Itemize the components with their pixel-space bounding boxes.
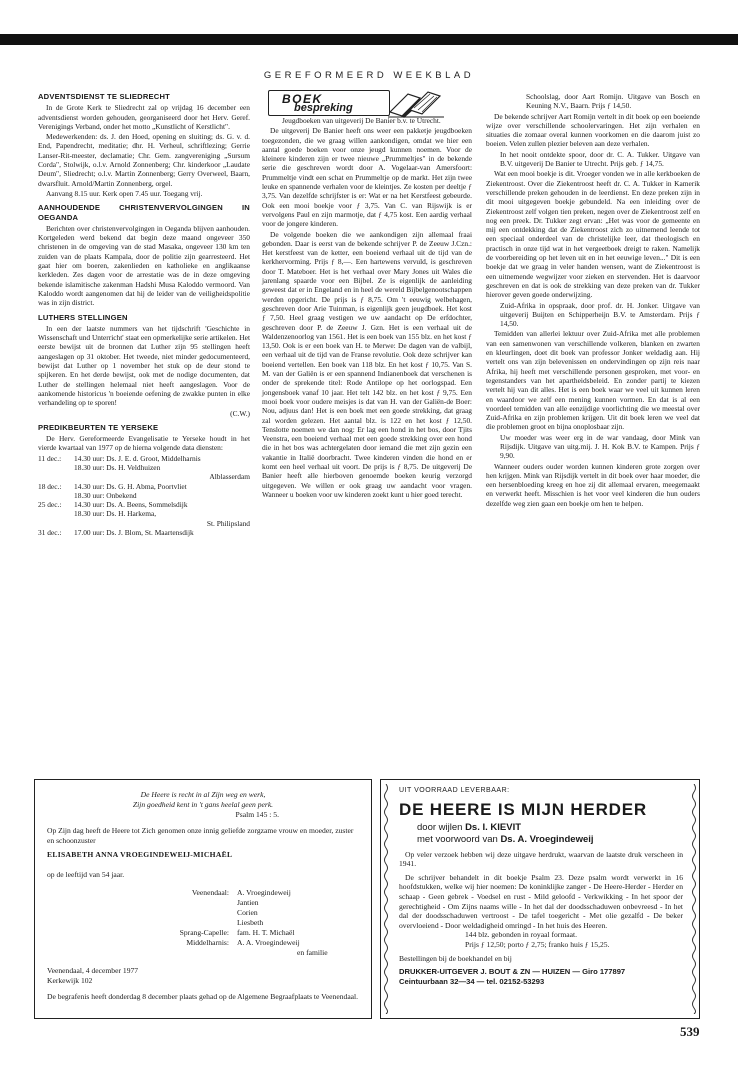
family-place: Sprang-Capelle: (179, 928, 229, 937)
signature: (C.W.) (230, 408, 250, 418)
schedule-service: 14.30 uur: Ds. J. E. d. Groot, Middelharnis (74, 453, 201, 463)
family-row (47, 938, 359, 958)
deceased-name: ELISABETH ANNA VROEGINDEWEIJ-MICHAËL (47, 850, 233, 859)
book-entry: Schoolslag, door Aart Romijn. Uitgave van Bosch en Keuning N.V., Baarn. Prijs ƒ 14,50. (526, 92, 700, 111)
intro: Jeugdboeken van uitgeverij De Banier b.v. te Utrecht. (282, 116, 441, 125)
order-info: Bestellingen bij de boekhandel en bij (399, 953, 512, 963)
paragraph: De bekende schrijver Aart Romijn vertelt in dit boek op een boeiende wijze over verschillende schoolervaringen. Het zijn verhalen en situaties die zomaar overal kunnen voorkomen en die daarom juist zo boeien. Velen zullen plezier beleven aan deze verhalen. (486, 111, 700, 149)
family-names (237, 888, 291, 928)
schedule-row (38, 500, 250, 509)
paragraph: Temidden van allerlei lektuur over Zuid-Afrika met alle problemen van een samenwonen van verschillende volkeren, blanken en zwarten en kleurlingen, doet dit boek van professor Jonker weldadig aan. Hij vertelt ons van zijn belevenissen en ondervindingen op zijn reis naar Afrika, hij heeft met verschillende personen gesproken, met voor- en tegenstanders van het apartheidsbeleid. En zonder partij te kiezen vertelt hij van dit alles. Het is een boek waar we veel uit kunnen leren en waardoor we zelf een mening kunnen vormen. En dat is al een voordeel temidden van alle eenzijdige voorlichting die we meestal over Zuid-Afrika en zijn problemen krijgen. Uit dit boek leren we veel dat die problemen groot en bijna onoplosbaar zijn. (486, 329, 700, 432)
author-name: Ds. I. KIEVIT (465, 821, 522, 833)
paragraph: De schrijver behandelt in dit boekje Psalm 23. Deze psalm wordt verwerkt in 16 hoofdstukken, welke wij hier noemen: De koninklijke zanger - De Heere-Herder - Herder en schaap - Geen gebrek - Voedsel en rust - Mild geloofd - Verkwikking - In het spoor der gerechtigheid - Om Zijns naams wille - In het dal der doodsschaduwen onbevreesd - In het dal der doodsschaduwen vertroost - De tafel toegericht - Met olie gezalfd - De beker overvloeiend - Door weldadigheid omringd - In het huis des Heeren. (399, 872, 683, 930)
schedule-service: 17.00 uur: Ds. J. Blom, St. Maartensdijk (74, 528, 194, 538)
announcement-text: Op Zijn dag heeft de Heere tot Zich genomen onze innig geliefde zorgzame vrouw en moeder, zuster en schoonzuster (47, 826, 354, 845)
schedule-row (38, 482, 250, 491)
schedule-row (38, 454, 250, 463)
books-illustration-icon (386, 86, 446, 118)
family-place: Veenendaal: (191, 888, 229, 897)
family-list (47, 888, 359, 958)
paragraph: Medewerkenden: ds. J. den Hoed, opening en sluiting; ds. G. v. d. End, Papendrecht, meditatie; dhr. H. Verheul, schriftlezing; Gerrie Lanser-Rit-meester, declamatie; Chr. Gem. zangvereniging „Sursum Corda", Stolwijk, o.l.v. Arnold Zonnenberg; Chr. kinderkoor „Laudate Deum", Sliedrecht; o.l.v. Martin Zonnenberg; Gerry Overweel, Baarn, dwarsfluit. Arnold/Martin Zonnenberg, orgel. (38, 132, 250, 188)
schedule-date: 11 dec.: (38, 453, 62, 463)
verse-line: De Heere is recht in al Zijn weg en werk, (140, 790, 266, 799)
paragraph: De uitgeverij De Banier heeft ons weer een pakketje jeugdboeken toegezonden, die we graag willen aankondigen, omdat we hier een aantal goede boeken voor onze jeugd kunnen noemen. Voor de kleinere kinderen zijn er twee nieuwe „Prummeltjes" in de bekende serie die geschreven wordt door A. Vogelaar-van Amersfoort: Prummeltje vindt een schat en Prummeltje op de markt. Het zijn twee leuke en spannende verhalen voor de kleintjes. Ze kosten per deeltje ƒ 3,75. Van dezelfde schrijfster is er: Wat er na het Kerstfeest gebeurde. Ook een mooi boekje voor ƒ 3,75. Van C. van Rijswijk is er vervolgens Paul en zijn marmotje, dat ƒ 4,75 kost. Een aardig verhaal voor de jongere kinderen. (262, 126, 472, 229)
schedule-date (38, 491, 74, 500)
heading-oeganda: AANHOUDENDE CHRISTENVERVOLGINGEN IN OEGANDA (38, 203, 250, 222)
schedule-date: 18 dec.: (38, 481, 62, 491)
paragraph: Wat een mooi boekje is dit. Vroeger vonden we in alle kerkboeken de Ziekentroost. Over die Ziekentroost heeft dr. C. A. Tukker in Kamerik verschillende preken gehouden in de leerdienst. En deze preken zijn in dit mooi uitgegeven boekje gebundeld. Na een inleiding over de Ziekentroost zelf volgen tien preken, negen over de Ziekentroost zelf en nog een preek. Dr. Tukker zegt ervan: „Het was voor de gemeente en mij een ontdekking dat de Ziekentroost zich zo uitnemend leende tot een speciaal onderdeel van de christelijke leer, dat theologisch en practisch in onze tijd wat in het vergeetboek dreigt te raken. Namelijk de voorbereiding op het leven uit en in het eeuwige leven..." Dit is een boekje dat we graag in veler handen wensen, want de Ziekentroost is een uitnemende wegwijzer voor zieken en stervenden. Het is daarvoor geschreven en dat is ook de strekking van deze preken van dr. Tukker hierover geven goede onderwijzing. (486, 169, 700, 300)
schedule-row (38, 491, 250, 500)
family-member: A. Vroegindeweij (237, 888, 291, 897)
availability: UIT VOORRAAD LEVERBAAR: (399, 787, 510, 794)
age: op de leeftijd van 54 jaar. (47, 870, 125, 879)
decorative-border-icon (383, 784, 389, 1014)
page-count: 144 blz. gebonden in royaal formaat. (465, 930, 577, 940)
schedule-date: 25 dec.: (38, 500, 62, 510)
author-prefix: door wijlen (417, 821, 466, 833)
paragraph: In een der laatste nummers van het tijdschrift 'Geschichte in Wissenschaft und Unterricht' staat een opmerkelijke serie artikelen. Het eerste bewijst uit de bronnen dat Luther zijn 95 stellingen heeft aangeslagen op 31 oktober. Het tweede, niet minder gedocumenteerd, bewijst dat Luther op 1 november het stuk op de deur stond te spijkeren. En het derde bewijst, ook met de nodige documenten, dat Luther de stellingen helemaal niet heeft aangeslagen. Voor de aankomende historicus 'n boeiende oefening de zwakke punten in elke verhandeling op te sporen! (38, 323, 250, 408)
column-1 (38, 92, 250, 537)
paragraph: De Herv. Gereformeerde Evangelisatie te Yerseke houdt in het vierde kwartaal van 1977 op de hierna volgende data diensten: (38, 434, 250, 453)
paragraph: Berichten over christenvervolgingen in Oeganda blijven aanhouden. Kortgeleden werd bekend dat begin deze maand ongeveer 350 christenen in de omgeving van de stad Masaka, ongeveer 130 km ten zuiden van de plaats Kampala, door de politie zijn gearresteerd. Het gaat hier om boeren, zakenlieden en katholieke en anglikaanse kerkleden. Zes dagen voor de arrestatie was de in deze omgeving bekende islamitische zakenman Hadshi Musa Kaloddo vermoord. Van Kaloddo wordt aangenomen dat hij de leider van de veiligheidspolitie was in zijn district. (38, 223, 250, 308)
date-place: Veenendaal, 4 december 1977 (47, 966, 139, 975)
verse-reference: Psalm 145 : 5. (235, 810, 279, 819)
heading-adventsdienst: ADVENTSDIENST TE SLIEDRECHT (38, 92, 170, 101)
obituary-notice (34, 779, 372, 1019)
family-member: Jantien (237, 898, 259, 907)
paragraph: Aanvang 8.15 uur. Kerk open 7.45 uur. Toegang vrij. (46, 188, 203, 198)
heading-luther: LUTHERS STELLINGEN (38, 312, 128, 322)
burial-note: De begrafenis heeft donderdag 8 december plaats gehad op de Algemene Begraafplaats te Veenendaal. (47, 992, 359, 1001)
column-3 (486, 92, 700, 509)
paragraph: Op veler verzoek hebben wij deze uitgave herdrukt, waarvan de laatste druk verscheen in 1941. (399, 849, 683, 869)
page-number: 539 (680, 1024, 700, 1039)
schedule-service: 14.30 uur: Ds. G. H. Abma, Poortvliet (74, 481, 187, 491)
schedule-service: 18.30 uur: Ds. H. Veldhuizen (74, 462, 161, 472)
family-row (47, 928, 359, 938)
banner-word-boek: BOEK (282, 92, 323, 106)
publisher-address: Ceintuurbaan 32—34 — tel. 02152-53293 (399, 976, 545, 986)
book-title: DE HEERE IS MIJN HERDER (399, 799, 647, 819)
price-line: Prijs ƒ 12,50; porto ƒ 2,75; franko huis ƒ 15,25. (465, 939, 610, 949)
book-entry: Uw moeder was weer erg in de war vandaag, door Mink van Rijsdijk. Uitgave van uitg.mij. J. H. Kok B.V. te Kampen. Prijs ƒ 9,90. (500, 432, 700, 461)
page-header: GEREFORMEERD WEEKBLAD (263, 70, 475, 81)
schedule-date (38, 472, 74, 481)
address: Kerkewijk 102 (47, 976, 93, 985)
schedule-date: 31 dec.: (38, 528, 62, 538)
schedule-row (38, 463, 250, 472)
schedule-date (38, 463, 74, 472)
column-2 (262, 116, 472, 500)
heading-predikbeurten: PREDIKBEURTEN TE YERSEKE (38, 422, 159, 432)
schedule-service: 14.30 uur: Ds. A. Beens, Sommelsdijk (74, 500, 188, 510)
schedule-service: 18.30 uur: Ds. H. Harkema, (74, 509, 157, 519)
schedule-date (38, 509, 74, 518)
family-member: fam. H. T. Michaël (237, 928, 295, 937)
paragraph: In de Grote Kerk te Sliedrecht zal op vrijdag 16 december een adventsdienst worden gehouden, georganiseerd door het Herv. Geref. Verenigings Verband, onder het motto „Kunstlicht of Kerstlicht". (38, 103, 250, 131)
schedule-row (38, 472, 250, 481)
top-rule (0, 34, 738, 45)
schedule-service: St. Philipsland (206, 518, 250, 528)
family-member: A. A. Vroegindeweij (237, 938, 300, 947)
paragraph: Wanneer ouders ouder worden kunnen kinderen grote zorgen over hen krijgen. Mink van Rijsdijk vertelt in dit boek over haar moeder, die een hersenbloeding kreeg en hoe zij dit allemaal ervaren, meegemaakt en verwerkt heeft. Misschien is het voor veel kinderen die hun ouders dezelfde weg zien gaan een boekje om hen te helpen. (486, 461, 700, 508)
family-member: en familie (297, 948, 328, 957)
service-schedule (38, 454, 250, 538)
psalm-verse (47, 790, 359, 820)
book-entry: In het nooit ontdekte spoor, door dr. C. A. Tukker. Uitgave van B.V. uitgeverij De Banier te Utrecht. Prijs geb. ƒ 14,75. (500, 149, 700, 169)
foreword-prefix: met voorwoord van (417, 833, 501, 845)
paragraph: De volgende boeken die we aankondigen zijn allemaal fraai gebonden. Daar is eerst van de bekende schrijver P. de Zeeuw J.Czn.: Het kerstfeest van de ketter, een boeiend verhaal uit de tijd van de kerkhervorming. Prijs ƒ 8,—. Een hartewens vervuld, is geschreven door T. Mateboer. Het is het verhaal over Mary Jones uit Wales die jarenlang spaarde voor een Bijbel. Ze is eigenlijk de aanleiding geweest dat er in Engeland en in heel de wereld Bijbelgenootschappen werden opgericht. De prijs is ƒ 8,75. Om 't eeuwig welbehagen, geschreven door Arie Tuinman, is eigenlijk geen jeugdboek. Het kost ƒ 7,50. Heel graag vestigen we uw aandacht op De erfdochter, geschreven door P. de Zeeuw J. Gzn. Het is een verhaal uit de Waldenzenoorlog van 1561. Het is een boek van 155 blz. en het kost ƒ 13,50. Ook is er een boek van H. te Merwe: De dagen van de valbijl, een verhaal uit de tijd van de Franse revolutie. Ook deze schrijver kan boeiend vertellen. Een boek van 118 blz. En het kost ƒ 10,75. Van S. M. van der Galiën is er een spannend Indianenboek dat verschenen is onder de sprekende titel: Rode Antilope op het oorlogspad. Een jongensboek vanaf 10 jaar. Het telt 142 blz. en het kost ƒ 9,75. Een mooi boek voor oudere meisjes is dat van H. van der Galiën-de Boer: Nou, adjuus dan! Het is een boek met een goede strekking, dat graag zal worden gelezen. Het aantal blz. is 122 en het kost ƒ 12,50. Tenslotte noemen we dan nog: Er lag een hond in het bos, door Tjits Veenstra, een boeiend verhaal met een goede strekking over een hond die in het bos was achtergelaten door iemand die met zijn gezin een vakantie in Italië doorbracht. Twee kinderen vinden die hond en er komt een heel verhaal uit voort. De prijs is ƒ 8,75. De uitgeverij De Banier heeft alle hierboven genoemde boeken keurig verzorgd uitgegeven. We willen er ook graag uw aandacht voor vragen. Wanneer u boeken voor uw kinderen zoekt kunt u hier goed terecht. (262, 229, 472, 499)
publisher: DRUKKER-UITGEVER J. BOUT & ZN — HUIZEN — Giro 177897 (399, 967, 626, 977)
family-place: Middelharnis: (186, 938, 229, 947)
schedule-row (38, 528, 250, 537)
schedule-date (38, 519, 74, 528)
verse-line: Zijn goedheid kent in 't gans heelal geen perk. (132, 800, 274, 809)
family-names (237, 928, 295, 938)
schedule-row (38, 509, 250, 518)
family-member: Liesbeth (237, 918, 264, 927)
foreword-name: Ds. A. Vroegindeweij (500, 833, 594, 845)
family-row (47, 888, 359, 928)
foreword-line (399, 834, 683, 846)
family-names (237, 938, 328, 958)
schedule-row (38, 519, 250, 528)
banner-word-bespreking: bespreking (294, 102, 353, 114)
schedule-service: 18.30 uur: Onbekend (74, 490, 137, 500)
book-entry: Zuid-Afrika in opspraak, door prof. dr. H. Jonker. Uitgave van uitgeverij Buijten en Schipperheijn B.V. te Amsterdam. Prijs ƒ 14,50. (500, 300, 700, 329)
author-line (399, 822, 683, 834)
boekbespreking-banner (268, 86, 448, 118)
decorative-border-icon (691, 784, 697, 1014)
family-member: Corien (237, 908, 258, 917)
book-advertisement (380, 779, 700, 1019)
schedule-service: Alblasserdam (209, 472, 250, 482)
